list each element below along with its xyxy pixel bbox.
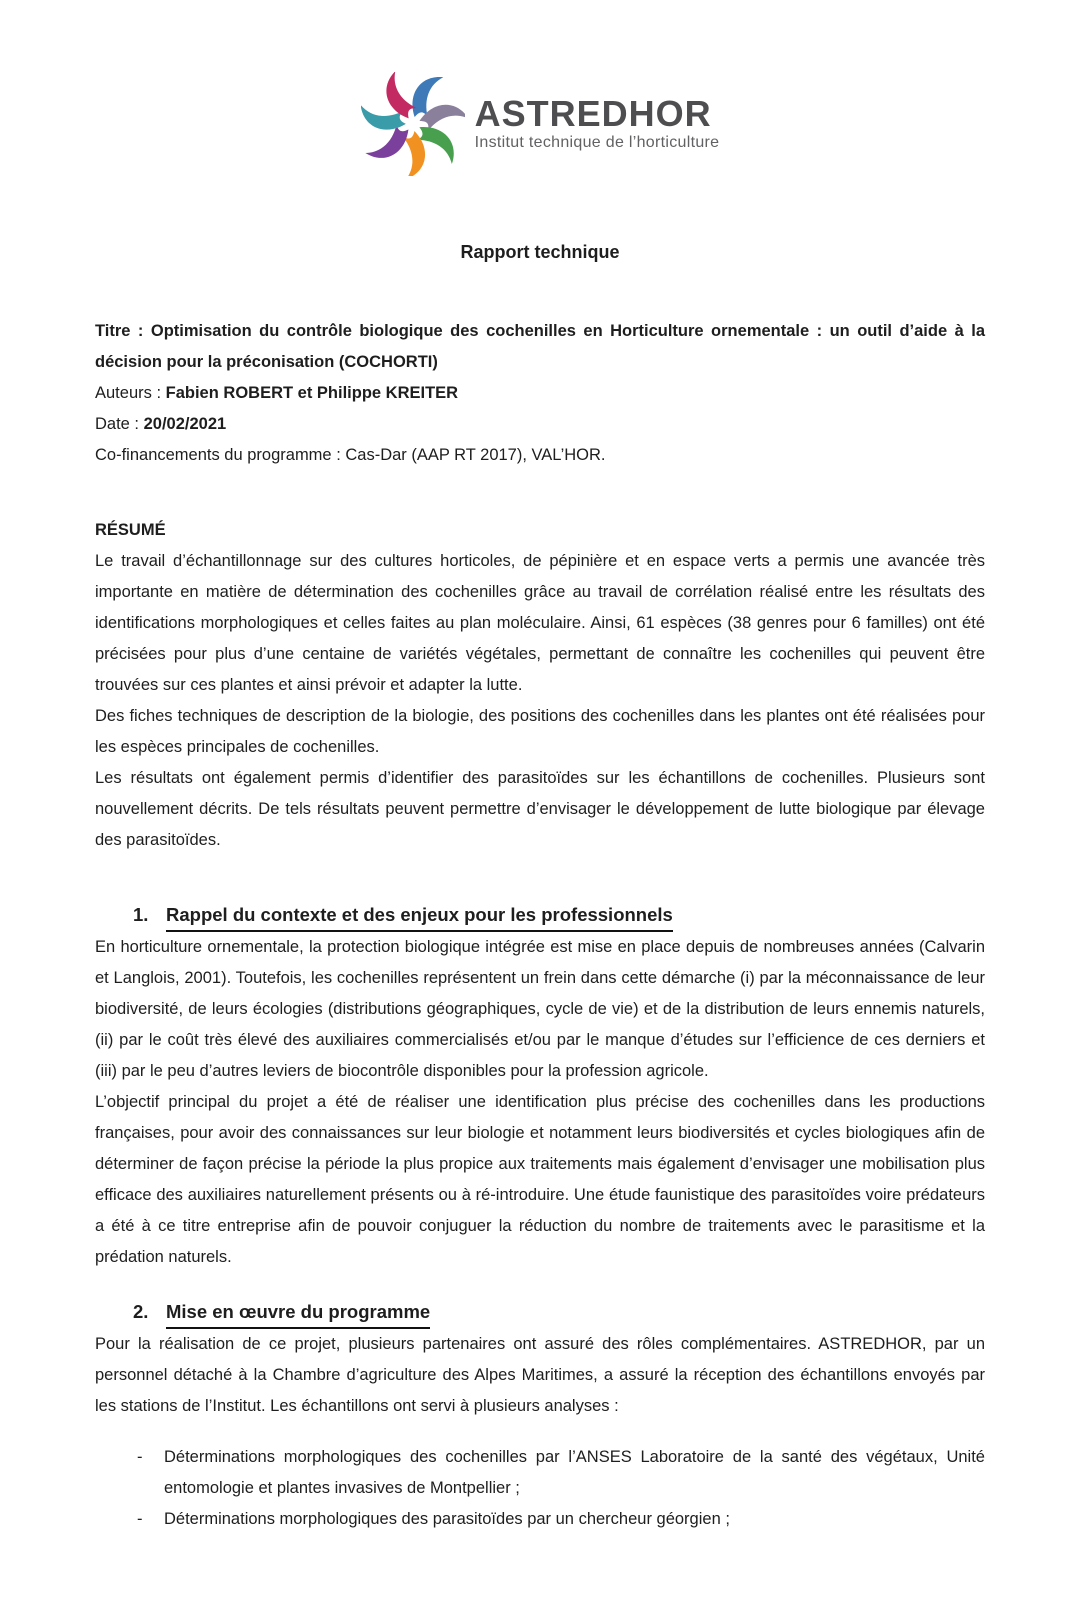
resume-heading: RÉSUMÉ [95,521,166,539]
flower-pinwheel-icon [361,72,465,176]
section-1-title: Rappel du contexte et des enjeux pour les professionnels [166,902,673,932]
bullet-text: Déterminations morphologiques des parasitoïdes par un chercheur géorgien ; [164,1510,730,1528]
date-value: 20/02/2021 [143,415,227,433]
authors-label: Auteurs : [95,384,162,402]
section-1-paragraph: L’objectif principal du projet a été de réaliser une identification plus précise des cochenilles dans les productions françaises, pour avoir des connaissances sur leur biologie et notamment leurs biodiversités et cycles biologiques afin de déterminer de façon précise la période la plus propice aux traitements mais également d’envisager une mobilisation plus efficace des auxiliaires naturellement présents ou à ré-introduire. Une étude faunistique des parasitoïdes voire prédateurs a été à ce titre entreprise afin de pouvoir conjuguer la réduction du nombre de traitements avec le parasitisme et la prédation naturels. [95,1093,985,1266]
authors-names: Fabien ROBERT et Philippe KREITER [165,384,459,402]
section-1-heading [95,902,985,932]
logo-text [475,95,720,153]
section-2-number: 2. [133,1301,149,1322]
bullet-text: Déterminations morphologiques des cochenilles par l’ANSES Laboratoire de la santé des végétaux, Unité entomologie et plantes invasives de Montpellier ; [164,1448,985,1497]
resume-paragraph: Les résultats ont également permis d’identifier des parasitoïdes sur les échantillons de cochenilles. Plusieurs sont nouvellement décrits. De tels résultats peuvent permettre d’envisager le développement de lutte biologique par élevage des parasitoïdes. [95,769,985,849]
resume-paragraph: Des fiches techniques de description de la biologie, des positions des cochenilles dans les plantes ont été réalisées pour les espèces principales de cochenilles. [95,707,985,756]
astredhor-logo [95,72,985,176]
cofinancing-line: Co-financements du programme : Cas-Dar (AAP RT 2017), VAL’HOR. [95,446,606,464]
list-item [95,1442,985,1504]
date-label: Date : [95,415,140,433]
resume-paragraph: Le travail d’échantillonnage sur des cultures horticoles, de pépinière et en espace verts a permis une avancée très importante en matière de détermination des cochenilles grâce au travail de corrélation réalisé entre les résultats des identifications morphologiques et celles faites au plan moléculaire. Ainsi, 61 espèces (38 genres pour 6 familles) ont été précisées pour plus d’une centaine de variétés végétales, permettant de connaître les cochenilles qui peuvent être trouvées sur ces plantes et ainsi prévoir et adapter la lutte. [95,552,985,694]
report-title-line [95,316,985,378]
bullet-dash: - [137,1448,143,1466]
authors-line [95,378,985,409]
list-item [95,1504,985,1535]
bullet-dash: - [137,1510,143,1528]
meta-block [95,316,985,440]
title-label: Titre : [95,322,144,340]
section-2-title: Mise en œuvre du programme [166,1299,430,1329]
title-text: Optimisation du contrôle biologique des cochenilles en Horticulture ornementale : un outil d’aide à la décision pour la préconisation (COCHORTI) [95,322,985,371]
section-1-number: 1. [133,904,149,925]
section-2-heading [95,1299,985,1329]
document-type-heading: Rapport technique [460,242,620,262]
section-2-paragraph: Pour la réalisation de ce projet, plusieurs partenaires ont assuré des rôles complémentaires. ASTREDHOR, par un personnel détaché à la Chambre d’agriculture des Alpes Maritimes, a assuré la réception des échantillons envoyés par les stations de l’Institut. Les échantillons ont servi à plusieurs analyses : [95,1335,985,1415]
analysis-bullet-list [95,1442,985,1535]
report-page [0,72,1077,1608]
date-line [95,409,985,440]
logo-tagline: Institut technique de l’horticulture [474,134,720,151]
logo-brand-name: ASTREDHOR [474,93,712,134]
section-1-paragraph: En horticulture ornementale, la protection biologique intégrée est mise en place depuis de nombreuses années (Calvarin et Langlois, 2001). Toutefois, les cochenilles représentent un frein dans cette démarche (i) par la méconnaissance de leur biodiversité, de leurs écologies (distributions géographiques, cycle de vie) et de la distribution de leurs ennemis naturels, (ii) par le coût très élevé des auxiliaires commercialisés et/ou par le manque d’études sur l’efficience de ces derniers et (iii) par le peu d’autres leviers de biocontrôle disponibles pour la profession agricole. [95,938,985,1080]
